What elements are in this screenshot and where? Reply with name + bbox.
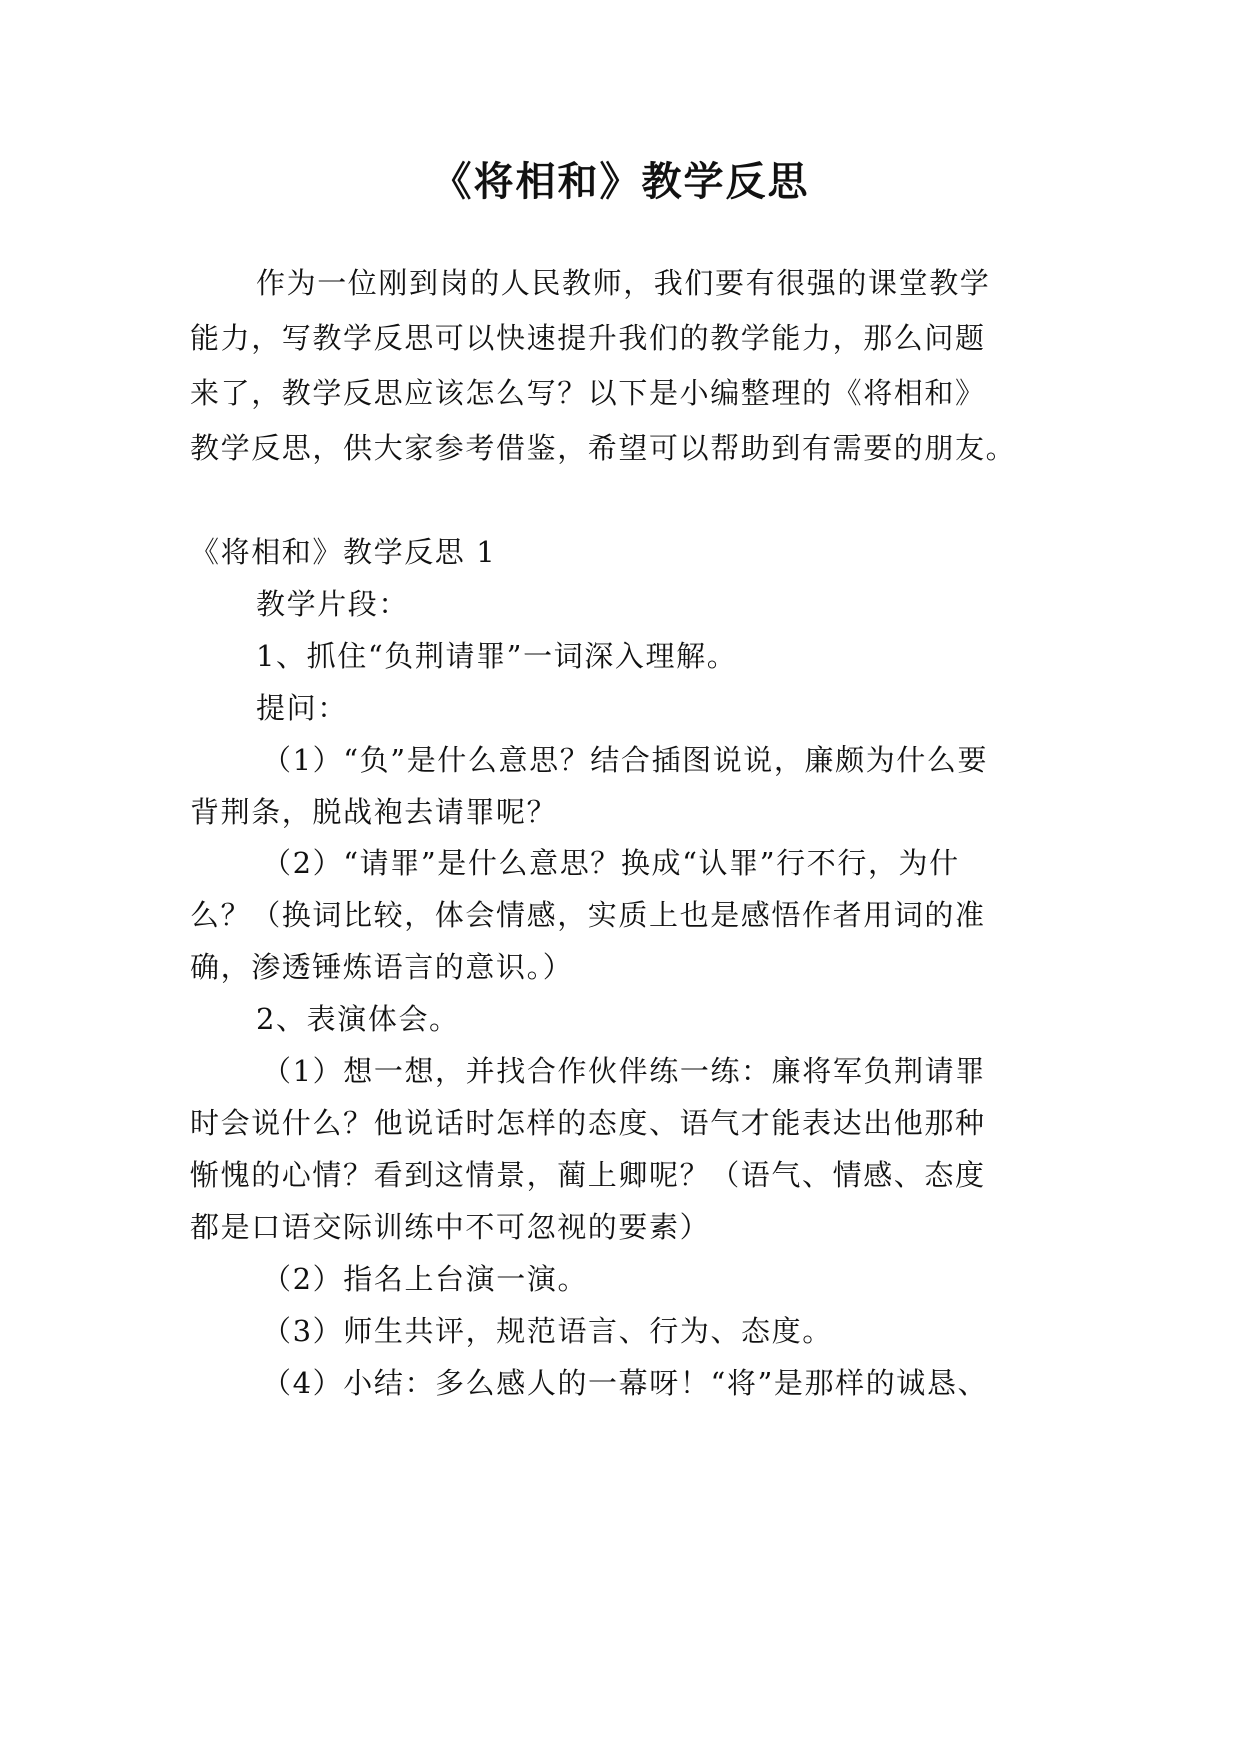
body-line: （3）师生共评，规范语言、行为、态度。 (262, 1314, 833, 1348)
body-line: （2）“请罪”是什么意思？换成“认罪”行不行，为什 (262, 846, 960, 880)
body-line: （2）指名上台演一演。 (262, 1262, 589, 1296)
body-line: （4）小结：多么感人的一幕呀！“将”是那样的诚恳、 (262, 1366, 989, 1400)
body-line: 背荆条，脱战袍去请罪呢？ (190, 795, 558, 829)
body-line: 教学片段： (256, 587, 410, 621)
intro-line: 能力，写教学反思可以快速提升我们的教学能力，那么问题 (190, 321, 986, 355)
body-line: 么？（换词比较，体会情感，实质上也是感悟作者用词的准 (190, 898, 986, 932)
body-line: 2、表演体会。 (256, 1002, 460, 1036)
intro-line: 作为一位刚到岗的人民教师，我们要有很强的课堂教学 (256, 266, 991, 300)
body-line: 提问： (256, 691, 348, 725)
body-line: 时会说什么？他说话时怎样的态度、语气才能表达出他那种 (190, 1106, 986, 1140)
body-line: 确，渗透锤炼语言的意识。） (190, 950, 574, 984)
page-title: 《将相和》教学反思 (431, 159, 810, 205)
intro-line: 教学反思，供大家参考借鉴，希望可以帮助到有需要的朋友。 (190, 431, 1017, 465)
body-line: 惭愧的心情？看到这情景，蔺上卿呢？（语气、情感、态度 (190, 1158, 986, 1192)
section-heading: 《将相和》教学反思 1 (190, 535, 497, 569)
body-line: 都是口语交际训练中不可忽视的要素） (190, 1210, 711, 1244)
body-line: （1）想一想，并找合作伙伴练一练：廉将军负荆请罪 (262, 1054, 986, 1088)
body-line: 1、抓住“负荆请罪”一词深入理解。 (256, 639, 738, 673)
intro-line: 来了，教学反思应该怎么写？以下是小编整理的《将相和》 (190, 376, 986, 410)
body-line: （1）“负”是什么意思？结合插图说说，廉颇为什么要 (262, 743, 989, 777)
